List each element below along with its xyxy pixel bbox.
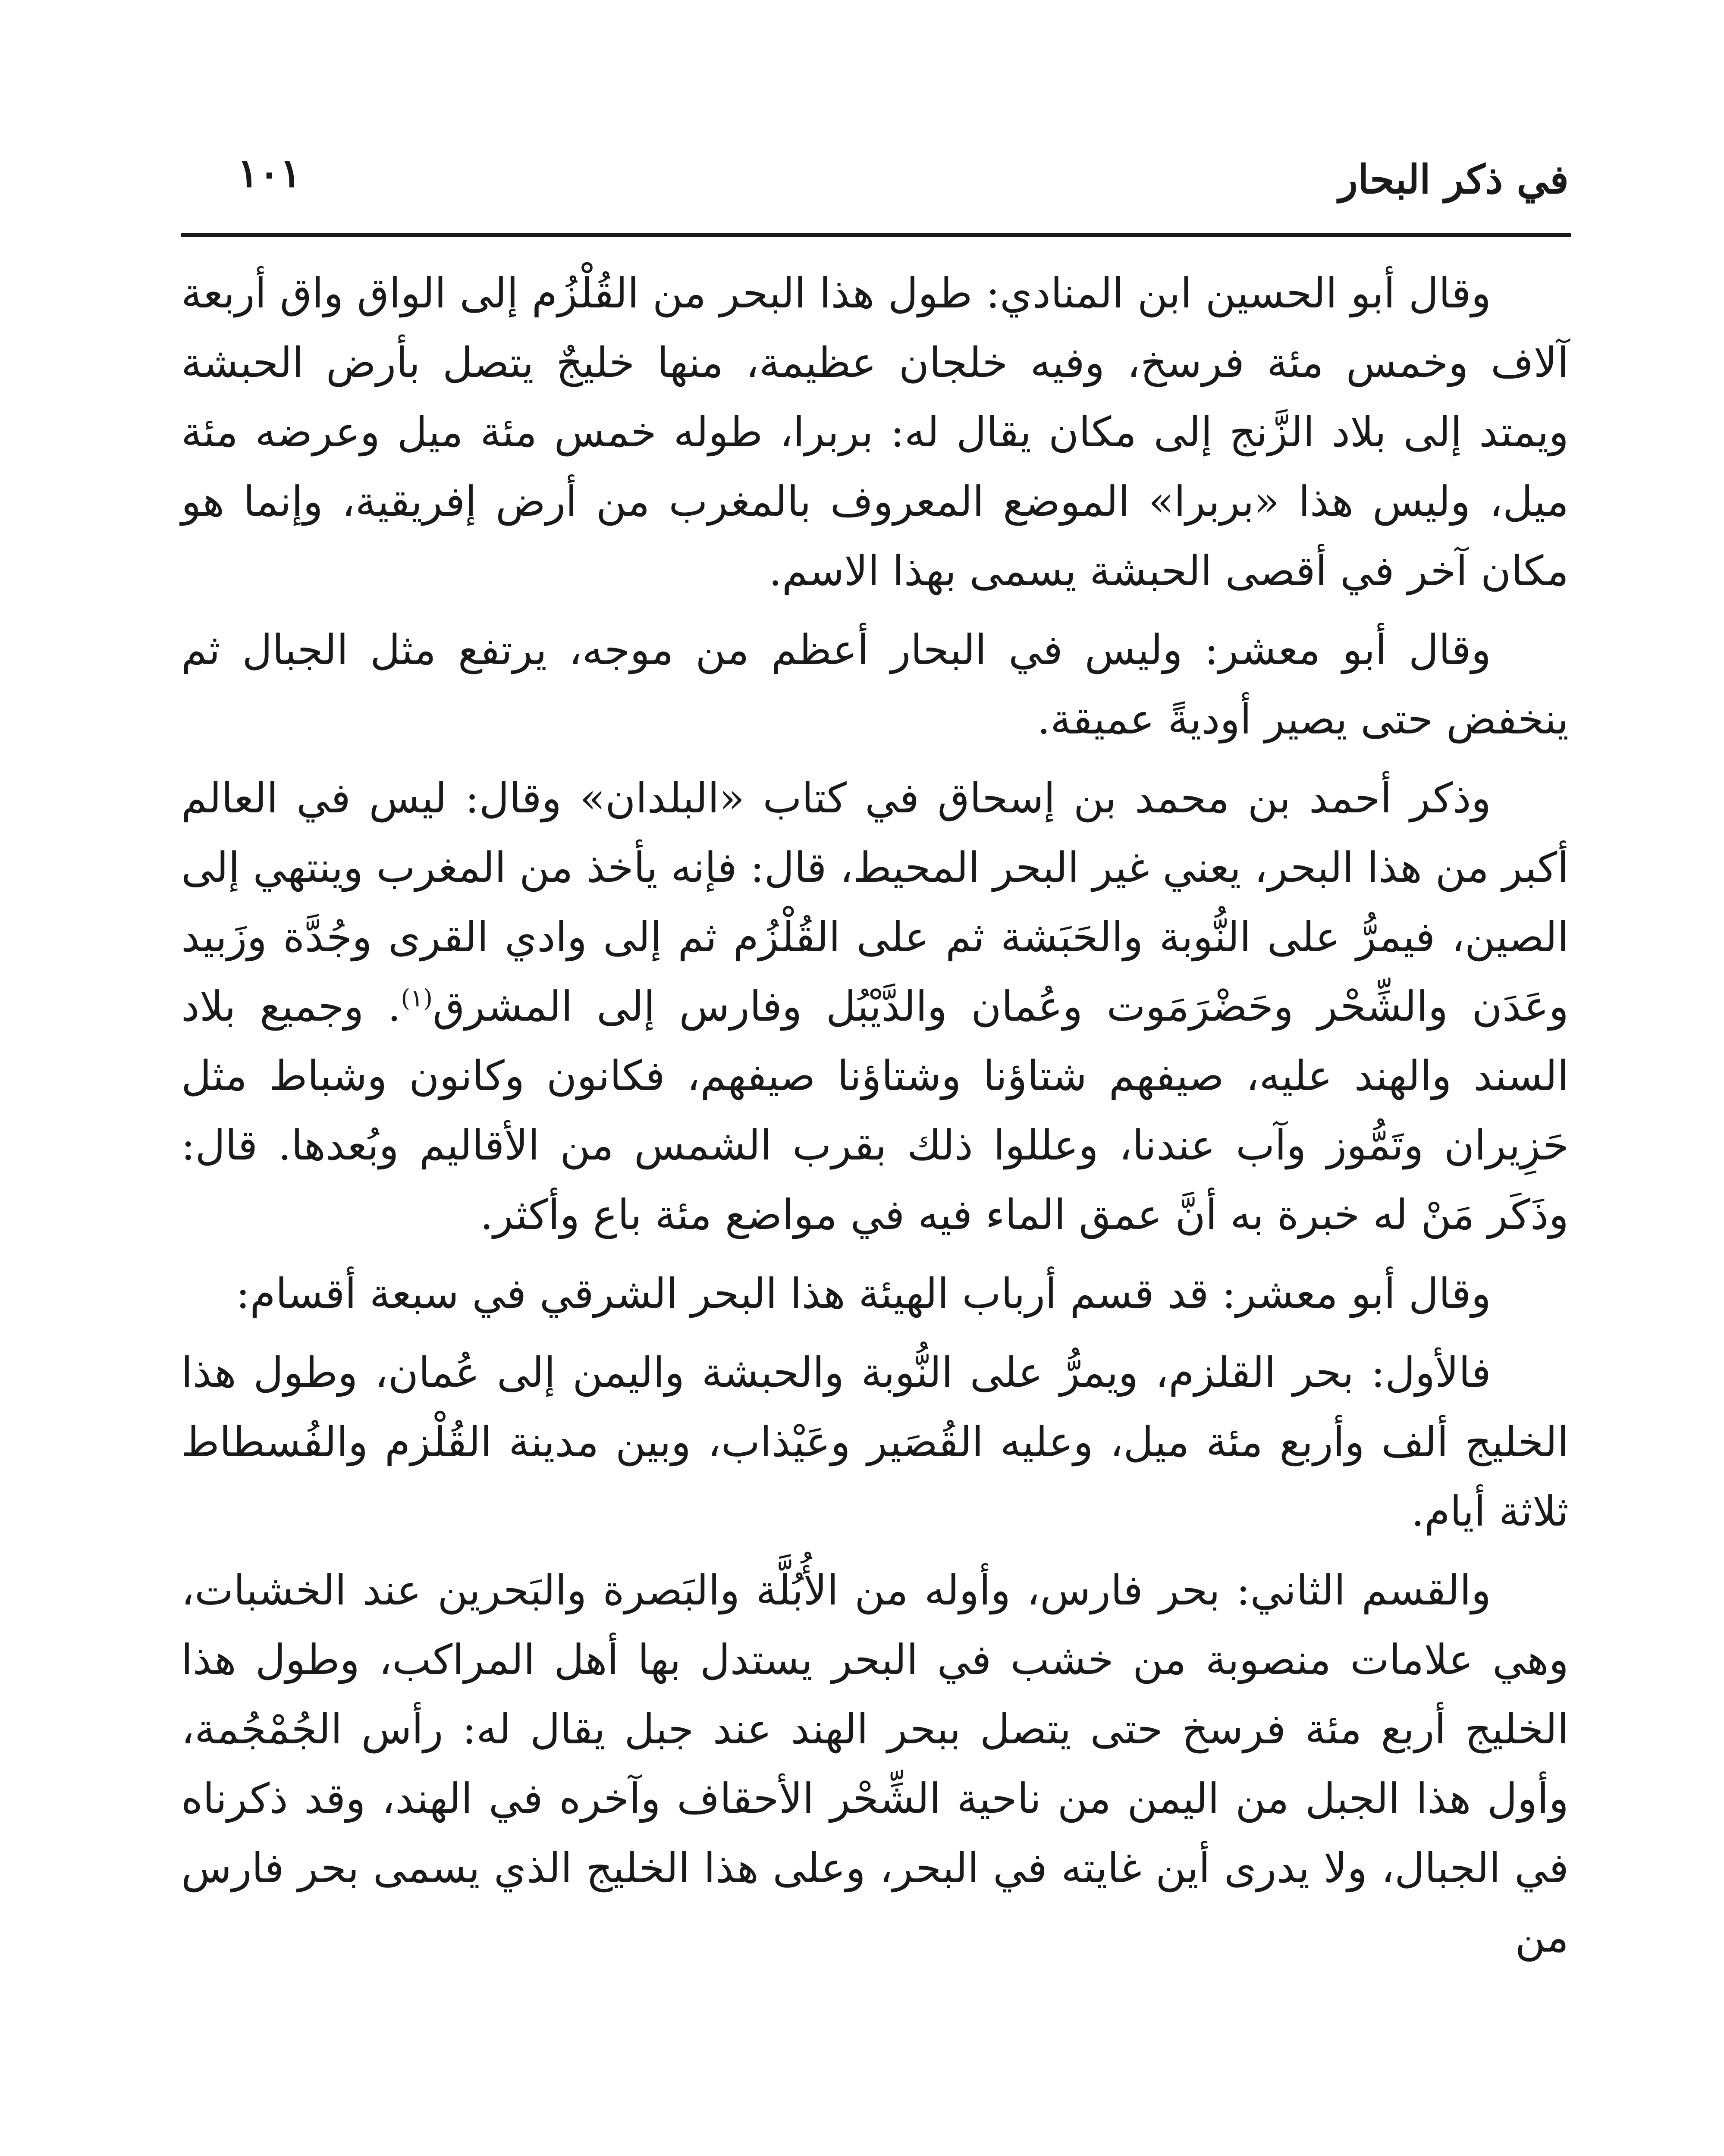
page-number: ١٠١ [237, 150, 301, 196]
body-text [181, 259, 1569, 1982]
paragraph-4: وقال أبو معشر: قد قسم أرباب الهيئة هذا البحر الشرقي في سبعة أقسام: [236, 1269, 1491, 1318]
paragraph-3 [181, 764, 1569, 1250]
paragraph-1: وقال أبو الحسين ابن المنادي: طول هذا البحر من القُلْزُم إلى الواق واق أربعة آلاف وخمس مئة فرسخ، وفيه خلجان عظيمة، منها خليجٌ يتصل بأرض الحبشة ويمتد إلى بلاد الزَّنج إلى مكان يقال له: بربرا، طوله خمس مئة ميل وعرضه مئة ميل، وليس هذا «بربرا» الموضع المعروف بالمغرب من أرض إفريقية، وإنما هو مكان آخر في أقصى الحبشة يسمى بهذا الاسم. [181, 269, 1569, 595]
paragraph-2: وقال أبو معشر: وليس في البحار أعظم من موجه، يرتفع مثل الجبال ثم ينخفض حتى يصير أوديةً عميقة. [181, 626, 1569, 743]
chapter-title: في ذكر البحار [1338, 156, 1569, 203]
paragraph-3-text: وذكر أحمد بن محمد بن إسحاق في كتاب «البلدان» وقال: ليس في العالم أكبر من هذا البحر، يعني غير البحر المحيط، قال: فإنه يأخذ من المغرب وينتهي إلى الصين، فيمرُّ على النُّوبة والحَبَشة ثم على القُلْزُم ثم إلى وادي القرى وجُدَّة وزَبيد وعَدَن والشِّحْر وحَضْرَمَوت وعُمان والدَّيْبُل وفارس إلى المشرق [181, 774, 1569, 1031]
paragraph-6: والقسم الثاني: بحر فارس، وأوله من الأُبُلَّة والبَصرة والبَحرين عند الخشبات، وهي علامات منصوبة من خشب في البحر يستدل بها أهل المراكب، وطول هذا الخليج أربع مئة فرسخ حتى يتصل ببحر الهند عند جبل يقال له: رأس الجُمْجُمة، وأول هذا الجبل من اليمن من ناحية الشِّحْر الأحقاف وآخره في الهند، وقد ذكرناه في الجبال، ولا يدرى أين غايته في البحر، وعلى هذا الخليج الذي يسمى بحر فارس من [181, 1566, 1569, 1962]
paragraph-5: فالأول: بحر القلزم، ويمرُّ على النُّوبة والحبشة واليمن إلى عُمان، وطول هذا الخليج ألف وأربع مئة ميل، وعليه القُصَير وعَيْذاب، وبين مدينة القُلْزم والفُسطاط ثلاثة أيام. [181, 1348, 1569, 1536]
running-head [181, 142, 1569, 229]
paragraph-3-continuation: . وجميع بلاد السند والهند عليه، صيفهم شتاؤنا وشتاؤنا صيفهم، فكانون وكانون وشباط مثل حَزِيران وتَمُّوز وآب عندنا، وعللوا ذلك بقرب الشمس من الأقاليم وبُعدها. قال: وذَكَر مَنْ له خبرة به أنَّ عمق الماء فيه في مواضع مئة باع وأكثر. [181, 982, 1569, 1239]
footnote-reference: (١) [401, 984, 433, 1012]
header-rule [181, 233, 1571, 237]
